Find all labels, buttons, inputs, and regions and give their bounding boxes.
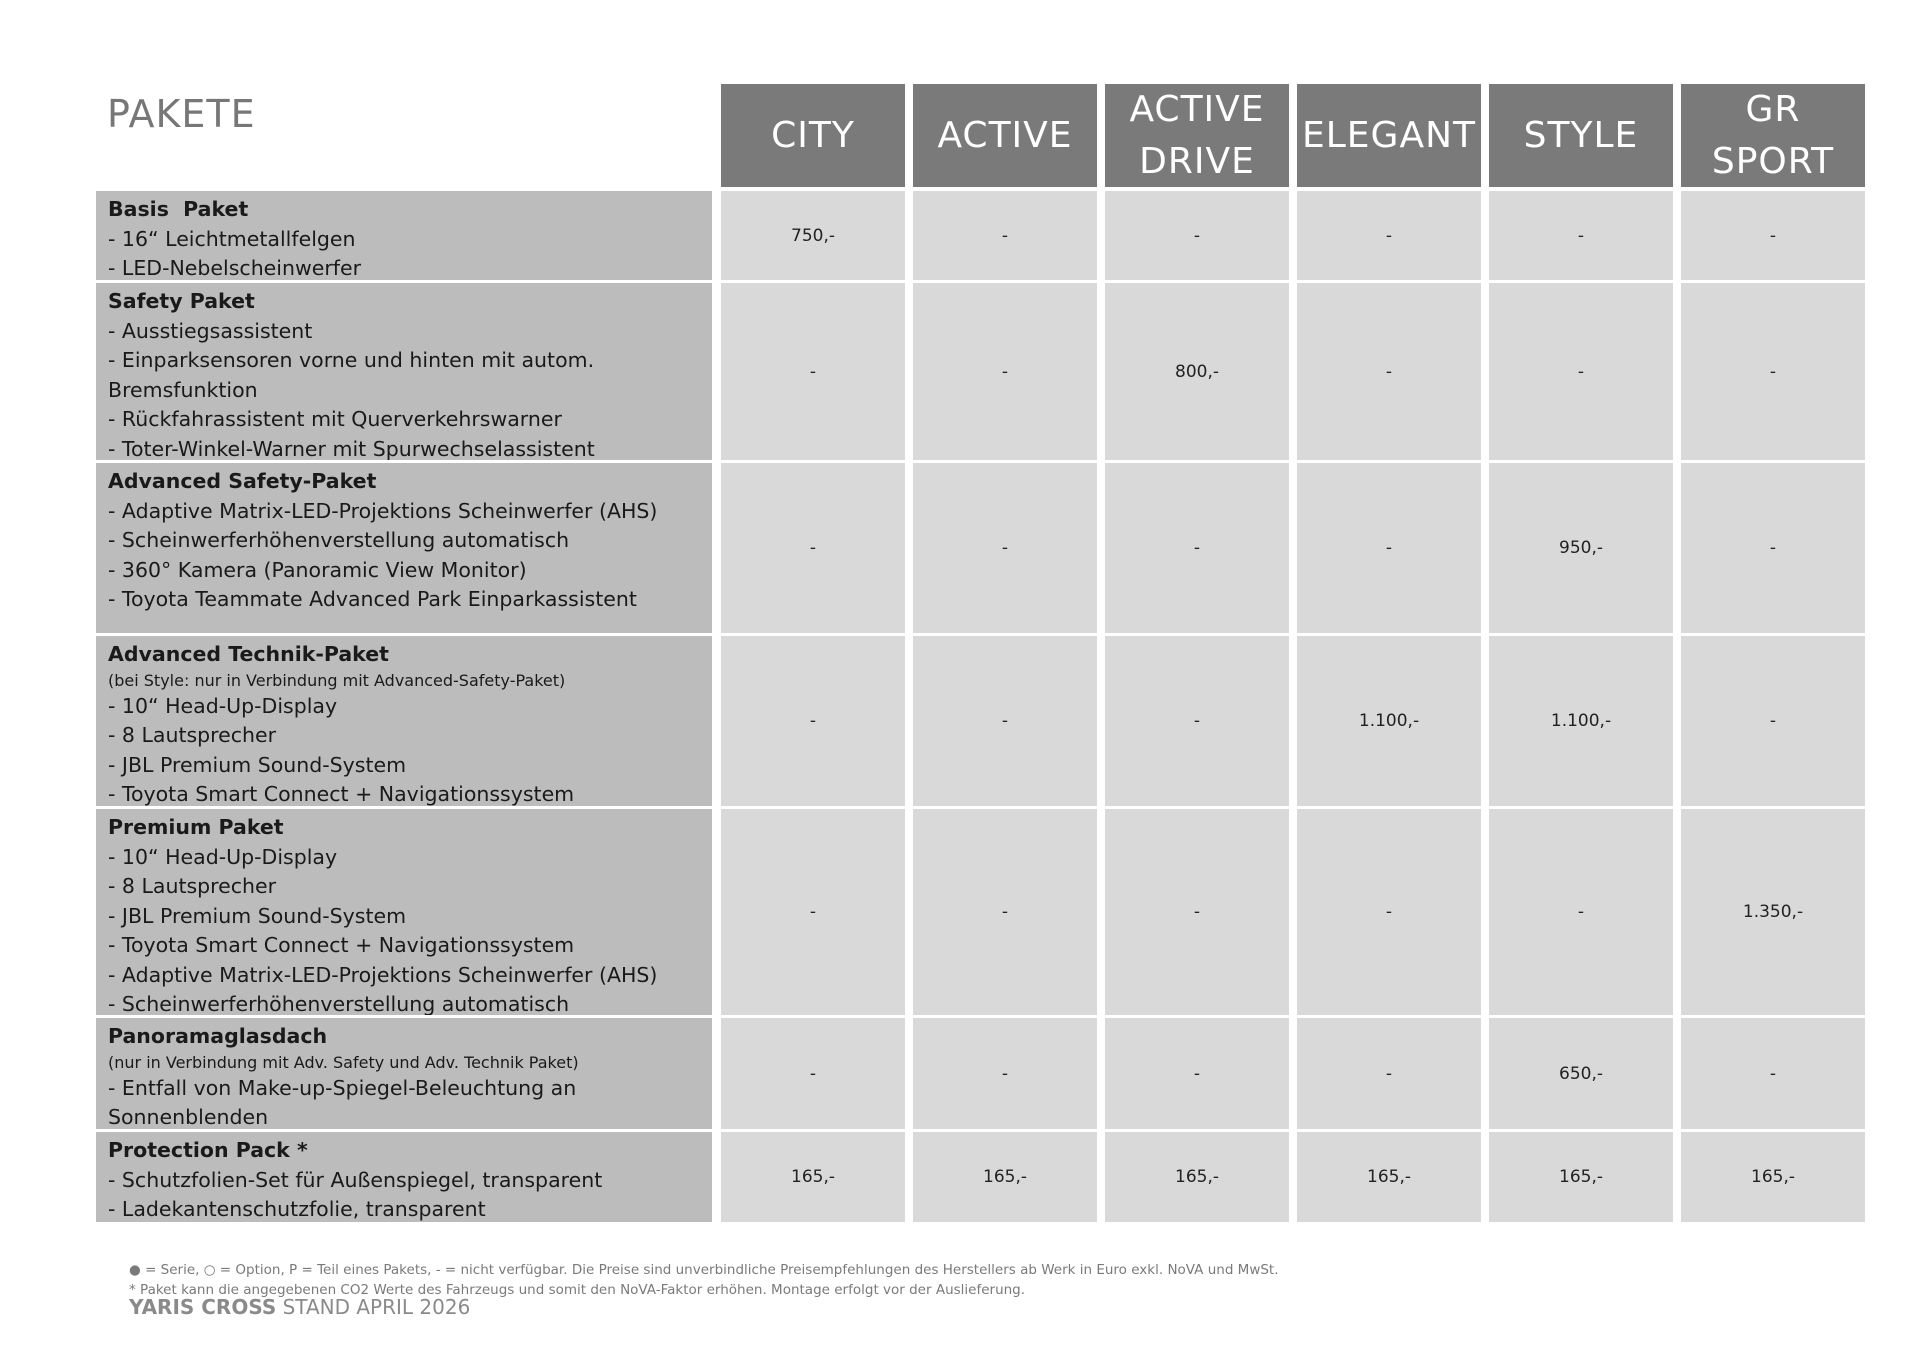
price-cell: - <box>913 283 1097 460</box>
price-cell: - <box>1297 283 1481 460</box>
package-label-cell <box>96 636 712 806</box>
price-cell: 165,- <box>1105 1132 1289 1222</box>
column-header: GR SPORT <box>1681 84 1865 187</box>
price-cell: 650,- <box>1489 1018 1673 1129</box>
column-header: CITY <box>721 84 905 187</box>
price-cell: - <box>1105 463 1289 633</box>
package-feature: - 10“ Head-Up-Display <box>108 693 338 718</box>
price-cell: - <box>1489 283 1673 460</box>
package-name: Basis Paket <box>108 197 249 221</box>
package-note: (nur in Verbindung mit Adv. Safety und Adv. Technik Paket) <box>108 1052 579 1072</box>
price-cell: 800,- <box>1105 283 1289 460</box>
price-cell: 950,- <box>1489 463 1673 633</box>
package-feature: - Toyota Smart Connect + Navigationssystem <box>108 782 575 806</box>
model-name: YARIS CROSS <box>129 1295 277 1319</box>
package-feature: - Adaptive Matrix-LED-Projektions Scheinwerfer (AHS) <box>108 498 658 523</box>
package-name: Premium Paket <box>108 815 284 839</box>
package-feature: - Entfall von Make-up-Spiegel-Beleuchtung an Sonnenblenden <box>108 1075 577 1129</box>
package-label-cell <box>96 191 712 280</box>
package-feature: - Ladekantenschutzfolie, transparent <box>108 1197 486 1221</box>
package-label-cell <box>96 463 712 633</box>
package-name: Advanced Safety-Paket <box>108 469 377 493</box>
price-cell: - <box>913 463 1097 633</box>
price-cell: 1.100,- <box>1489 636 1673 806</box>
price-cell: 165,- <box>1489 1132 1673 1222</box>
price-cell: - <box>1105 809 1289 1015</box>
package-feature: - Schutzfolien-Set für Außenspiegel, transparent <box>108 1167 603 1192</box>
column-header: ELEGANT <box>1297 84 1481 187</box>
package-name: Panoramaglasdach <box>108 1024 328 1048</box>
package-feature: - Scheinwerferhöhenverstellung automatisch <box>108 992 570 1015</box>
package-label-cell <box>96 809 712 1015</box>
price-cell: - <box>913 191 1097 280</box>
package-feature: - 360° Kamera (Panoramic View Monitor) <box>108 557 527 582</box>
package-feature: - LED-Nebelscheinwerfer <box>108 256 362 280</box>
package-feature: - JBL Premium Sound-System <box>108 903 407 928</box>
package-feature: - Einparksensoren vorne und hinten mit autom. Bremsfunktion <box>108 348 595 402</box>
price-cell: - <box>1681 283 1865 460</box>
footer-note: * Paket kann die angegebenen CO2 Werte des Fahrzeugs und somit den NoVA-Faktor erhöhen. Montage erfolgt vor der Auslieferung. <box>129 1282 1026 1298</box>
price-cell: - <box>1297 1018 1481 1129</box>
price-cell: 1.100,- <box>1297 636 1481 806</box>
package-feature: - Toyota Smart Connect + Navigationssystem <box>108 933 575 957</box>
package-label-cell <box>96 1132 712 1222</box>
price-cell: 1.350,- <box>1681 809 1865 1015</box>
price-cell: - <box>721 809 905 1015</box>
price-cell: - <box>721 283 905 460</box>
price-cell: - <box>1681 636 1865 806</box>
status-date: STAND APRIL 2026 <box>282 1295 471 1319</box>
price-cell: - <box>1105 191 1289 280</box>
price-cell: 165,- <box>913 1132 1097 1222</box>
price-cell: - <box>1681 1018 1865 1129</box>
package-feature: - Toter-Winkel-Warner mit Spurwechselassistent <box>108 436 595 460</box>
package-label-cell <box>96 283 712 460</box>
price-cell: - <box>721 463 905 633</box>
package-name: Safety Paket <box>108 289 255 313</box>
package-note: (bei Style: nur in Verbindung mit Advanced-Safety-Paket) <box>108 670 566 690</box>
package-feature: - 8 Lautsprecher <box>108 874 277 898</box>
package-feature: - 8 Lautsprecher <box>108 723 277 747</box>
package-feature: - Scheinwerferhöhenverstellung automatisch <box>108 528 570 552</box>
price-cell: - <box>1297 809 1481 1015</box>
price-cell: - <box>913 636 1097 806</box>
price-cell: 750,- <box>721 191 905 280</box>
price-cell: - <box>1489 191 1673 280</box>
package-feature: - 10“ Head-Up-Display <box>108 844 338 869</box>
package-feature: - Ausstiegsassistent <box>108 318 313 343</box>
price-cell: 165,- <box>1681 1132 1865 1222</box>
price-cell: - <box>1489 809 1673 1015</box>
price-cell: - <box>1105 636 1289 806</box>
package-feature: - JBL Premium Sound-System <box>108 752 407 777</box>
price-cell: - <box>913 809 1097 1015</box>
package-name: Advanced Technik-Paket <box>108 642 389 666</box>
price-cell: 165,- <box>721 1132 905 1222</box>
package-feature: - Rückfahrassistent mit Querverkehrswarner <box>108 407 562 431</box>
price-cell: - <box>721 1018 905 1129</box>
column-header: STYLE <box>1489 84 1673 187</box>
price-cell: - <box>721 636 905 806</box>
package-feature: - 16“ Leichtmetallfelgen <box>108 226 356 251</box>
price-cell: 165,- <box>1297 1132 1481 1222</box>
package-label-cell <box>96 1018 712 1129</box>
price-cell: - <box>1105 1018 1289 1129</box>
footer-brand <box>129 1295 470 1319</box>
price-cell: - <box>913 1018 1097 1129</box>
package-feature: - Toyota Teammate Advanced Park Einparkassistent <box>108 587 637 611</box>
column-header: ACTIVE <box>913 84 1097 187</box>
package-feature: - Adaptive Matrix-LED-Projektions Scheinwerfer (AHS) <box>108 962 658 987</box>
footer-legend: ● = Serie, ○ = Option, P = Teil eines Pakets, - = nicht verfügbar. Die Preise sind unverbindliche Preisempfehlungen des Herstellers ab Werk in Euro exkl. NoVA und MwSt. <box>129 1262 1279 1278</box>
column-header: ACTIVE DRIVE <box>1105 84 1289 187</box>
price-cell: - <box>1297 463 1481 633</box>
package-name: Protection Pack * <box>108 1138 308 1162</box>
price-cell: - <box>1297 191 1481 280</box>
page-title: PAKETE <box>107 92 256 136</box>
price-cell: - <box>1681 463 1865 633</box>
price-cell: - <box>1681 191 1865 280</box>
